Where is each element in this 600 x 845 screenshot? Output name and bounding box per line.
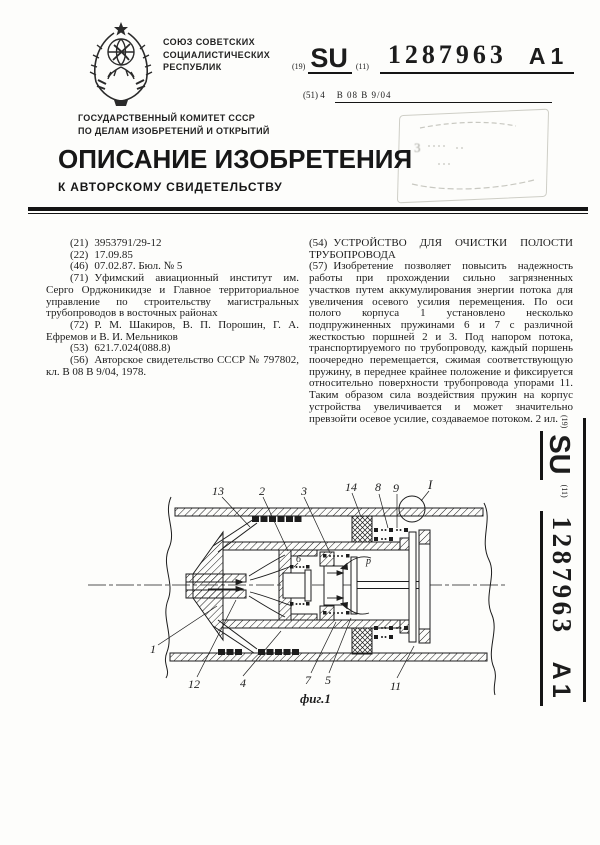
figure-label-13: 13 <box>212 484 224 498</box>
issuing-authority <box>78 112 270 138</box>
stamp-digit: 3 <box>414 140 421 155</box>
country-line: СОЦИАЛИСТИЧЕСКИХ <box>163 49 271 60</box>
side-document-number <box>540 415 580 707</box>
side-number-block <box>540 511 577 706</box>
figure-label-4: 4 <box>240 676 246 690</box>
kind-code: A1 <box>528 43 569 69</box>
biblio-field: (71) Уфимский авиационный институт им. Серго Орджоникидзе и Главное территориальное управление по строительству магистральных трубопроводов в восточных районах <box>46 272 299 320</box>
biblio-field: (72) Р. М. Шакиров, В. П. Порошин, Г. А. Ефремов и В. И. Мельников <box>46 318 299 343</box>
side-publication-number: 1287963 <box>547 516 577 636</box>
side-country-code: SU <box>540 431 572 479</box>
country-line: СОЮЗ СОВЕТСКИХ <box>163 37 256 47</box>
document-number-header <box>292 40 574 74</box>
figure-label-2: 2 <box>259 484 265 498</box>
figure-label-1: 1 <box>150 642 156 656</box>
divider <box>28 207 588 211</box>
figure-drawing <box>40 456 560 712</box>
figure-label-p: р <box>366 556 371 567</box>
approval-stamp <box>398 112 548 200</box>
abstract-text: (57) Изобретение позволяет повысить надежность работы при прохождении сильно загрязненных участков путем аккумулирования энергии потока для увеличения осевого усилия перемещения. По оси полого корпуса 1 установлено несколько подпружиненных пружинами 6 и 7 с различной жесткостью поршней 2 и 3. Под напором потока, транспортируемого по трубопроводу, каждый поршень поочередно перемещается, сжимая соответствующую пружину, в переднее крайнее положение и фиксируется относительно поверхности трубопровода упорами 11. Таким образом сила воздействия пружин на корпус устройства увеличивается и может значительно превзойти осевое усилие, создаваемое потоком. 2 ил. <box>309 260 573 425</box>
figure-label-8: 8 <box>375 480 381 494</box>
publication-number: 1287963 <box>387 40 507 69</box>
publication-number-block <box>380 40 574 74</box>
figure-label-12: 12 <box>188 677 200 691</box>
figure-label-3: 3 <box>301 484 307 498</box>
page-title: ОПИСАНИЕ ИЗОБРЕТЕНИЯ <box>58 144 413 174</box>
figure-label-I: I <box>428 477 433 492</box>
figure-label-5: 5 <box>325 673 331 687</box>
figure-label-9: 9 <box>393 481 399 495</box>
pipe-wall-bottom <box>170 653 487 661</box>
figure-label-7: 7 <box>305 673 311 687</box>
ipc-classification <box>303 90 552 100</box>
body-shell-top <box>223 542 400 550</box>
ipc-label: (51) 4 <box>303 90 325 100</box>
side-kind-code: A1 <box>547 661 575 702</box>
code-19: (19) <box>292 62 306 71</box>
body-shell-bottom <box>223 620 400 628</box>
committee-line: ГОСУДАРСТВЕННЫЙ КОМИТЕТ СССР <box>78 113 256 123</box>
biblio-field: (22) 17.09.85 <box>70 248 133 261</box>
biblio-field: (46) 07.02.87. Бюл. № 5 <box>70 260 183 273</box>
ipc-class: В 08 В 9/04 <box>335 90 552 103</box>
biblio-field: (53) 621.7.024(088.8) <box>70 342 171 355</box>
biblio-field: (56) Авторское свидетельство СССР № 797802, кл. В 08 В 9/04, 1978. <box>46 354 299 378</box>
side-code-19: (19) <box>560 415 569 429</box>
country-code: SU <box>308 45 352 74</box>
bibliographic-column <box>46 238 299 378</box>
code-11: (11) <box>355 62 369 71</box>
side-code-11: (11) <box>560 484 569 498</box>
biblio-field: (21) 3953791/29-12 <box>70 237 162 249</box>
ussr-coat-of-arms-icon <box>84 20 158 110</box>
committee-line: ПО ДЕЛАМ ИЗОБРЕТЕНИЙ И ОТКРЫТИЙ <box>78 126 270 136</box>
abstract-column <box>309 238 573 425</box>
pipe-wall-top <box>175 508 483 516</box>
support-14-bottom <box>352 628 372 654</box>
figure-caption: фиг.1 <box>300 691 331 706</box>
side-rule <box>583 418 586 702</box>
figure-label-14: 14 <box>345 480 357 494</box>
country-line: РЕСПУБЛИК <box>163 62 222 72</box>
cone-nose <box>193 532 223 640</box>
country-name <box>163 36 270 74</box>
stamp-scribbles <box>398 112 548 200</box>
invention-title: (54) УСТРОЙСТВО ДЛЯ ОЧИСТКИ ПОЛОСТИ ТРУБОПРОВОДА <box>309 237 573 261</box>
support-14-top <box>352 516 372 542</box>
divider <box>28 213 588 214</box>
pipe-break-left <box>165 497 171 678</box>
figure-label-6: 6 <box>296 554 301 565</box>
pipe-break-right <box>484 503 495 695</box>
page-subtitle: К АВТОРСКОМУ СВИДЕТЕЛЬСТВУ <box>58 180 283 194</box>
figure-label-11: 11 <box>390 679 402 693</box>
